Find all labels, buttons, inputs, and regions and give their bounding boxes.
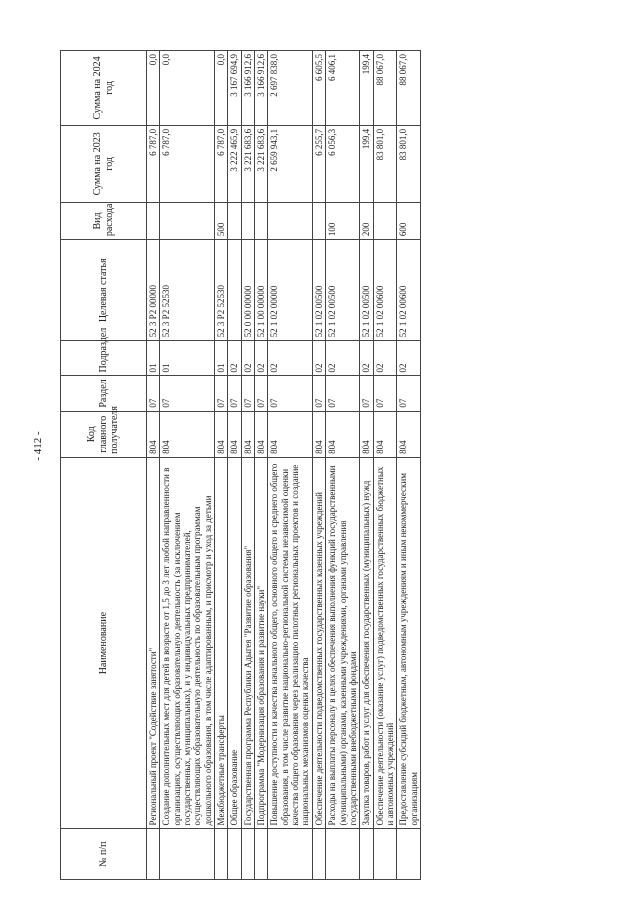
cell-no <box>312 829 325 880</box>
cell-code: 804 <box>326 411 360 457</box>
table-row <box>255 51 268 880</box>
cell-no <box>228 829 241 880</box>
cell-no <box>215 829 228 880</box>
cell-cs: 52 1 02 00500 <box>326 240 360 341</box>
header-razdel: Раздел <box>61 376 147 411</box>
table-body <box>147 51 421 880</box>
cell-s24: 6 605,5 <box>312 51 325 126</box>
cell-code: 804 <box>215 411 228 457</box>
cell-s24: 0,0 <box>215 51 228 126</box>
cell-name: Повышение доступности и качества начального общего, основного общего и среднего общего образования, в том числе развитие национально-региональной системы независимой оценки качества общего образования через реализацию пилотных региональных проектов и создание национальных механизмов оценки качества <box>268 457 312 829</box>
cell-pr: 02 <box>312 341 325 376</box>
table-row <box>397 51 421 880</box>
cell-cs: 52 3 P2 00000 <box>147 240 160 341</box>
header-no: № п/п <box>61 829 147 880</box>
cell-pr: 02 <box>268 341 312 376</box>
cell-code: 804 <box>228 411 241 457</box>
cell-no <box>241 829 254 880</box>
cell-s23: 3 222 465,9 <box>228 125 241 202</box>
cell-code: 804 <box>397 411 421 457</box>
cell-s23: 2 659 943,1 <box>268 125 312 202</box>
cell-name: Обеспечение деятельности подведомственных государственных казенных учреждений <box>312 457 325 829</box>
cell-s24: 3 166 912,6 <box>241 51 254 126</box>
cell-name: Закупка товаров, работ и услуг для обеспечения государственных (муниципальных) нужд <box>360 457 373 829</box>
cell-no <box>326 829 360 880</box>
cell-rz: 07 <box>268 376 312 411</box>
cell-no <box>255 829 268 880</box>
header-code: Код главного получателя <box>61 411 147 457</box>
table-row <box>160 51 215 880</box>
cell-s24: 199,4 <box>360 51 373 126</box>
header-sum-2024: Сумма на 2024 год <box>61 51 147 126</box>
header-podrazdel: Подраздел <box>61 341 147 376</box>
cell-vr <box>228 202 241 239</box>
rotated-table-container <box>60 50 640 880</box>
cell-cs: 52 3 P2 52530 <box>160 240 215 341</box>
header-row <box>61 51 147 880</box>
cell-vr: 200 <box>360 202 373 239</box>
table-row <box>215 51 228 880</box>
cell-cs: 52 0 00 00000 <box>241 240 254 341</box>
cell-s24: 88 067,0 <box>397 51 421 126</box>
cell-rz: 07 <box>160 376 215 411</box>
cell-vr <box>312 202 325 239</box>
cell-no <box>268 829 312 880</box>
cell-code: 804 <box>268 411 312 457</box>
cell-code: 804 <box>360 411 373 457</box>
cell-pr: 02 <box>241 341 254 376</box>
cell-pr: 01 <box>160 341 215 376</box>
cell-code: 804 <box>373 411 397 457</box>
cell-s23: 83 801,0 <box>373 125 397 202</box>
cell-pr: 02 <box>228 341 241 376</box>
cell-pr: 01 <box>147 341 160 376</box>
cell-rz: 07 <box>312 376 325 411</box>
cell-vr <box>241 202 254 239</box>
cell-name: Расходы на выплаты персоналу в целях обеспечения выполнения функций государственными (муниципальными) органами, казенными учреждениями, органами управления государственными внебюджетными фондами <box>326 457 360 829</box>
cell-pr: 02 <box>373 341 397 376</box>
cell-rz: 07 <box>241 376 254 411</box>
cell-rz: 07 <box>255 376 268 411</box>
cell-name: Государственная программа Республики Адыгея "Развитие образования" <box>241 457 254 829</box>
cell-pr: 02 <box>397 341 421 376</box>
cell-s23: 6 787,0 <box>215 125 228 202</box>
cell-code: 804 <box>255 411 268 457</box>
cell-cs: 52 1 02 00000 <box>268 240 312 341</box>
cell-vr: 500 <box>215 202 228 239</box>
cell-vr: 100 <box>326 202 360 239</box>
table-row <box>360 51 373 880</box>
cell-rz: 07 <box>360 376 373 411</box>
cell-no <box>373 829 397 880</box>
cell-pr: 02 <box>326 341 360 376</box>
cell-name: Региональный проект "Содействие занятости" <box>147 457 160 829</box>
header-name: Наименование <box>61 457 147 829</box>
cell-s23: 6 787,0 <box>160 125 215 202</box>
cell-cs <box>228 240 241 341</box>
cell-vr <box>255 202 268 239</box>
table-row <box>312 51 325 880</box>
cell-s23: 199,4 <box>360 125 373 202</box>
cell-name: Предоставление субсидий бюджетным, автономным учреждениям и иным некоммерческим организациям <box>397 457 421 829</box>
cell-s24: 88 067,0 <box>373 51 397 126</box>
cell-s24: 3 166 912,6 <box>255 51 268 126</box>
cell-s24: 2 697 838,0 <box>268 51 312 126</box>
header-sum-2023: Сумма на 2023 год <box>61 125 147 202</box>
cell-vr <box>268 202 312 239</box>
cell-cs: 52 3 P2 52530 <box>215 240 228 341</box>
cell-vr: 600 <box>397 202 421 239</box>
cell-cs: 52 1 02 00500 <box>312 240 325 341</box>
cell-no <box>160 829 215 880</box>
cell-cs: 52 1 00 00000 <box>255 240 268 341</box>
cell-s24: 3 167 694,9 <box>228 51 241 126</box>
table-row <box>147 51 160 880</box>
cell-code: 804 <box>312 411 325 457</box>
cell-rz: 07 <box>215 376 228 411</box>
table-row <box>268 51 312 880</box>
cell-s23: 6 056,3 <box>326 125 360 202</box>
cell-s24: 6 406,1 <box>326 51 360 126</box>
cell-code: 804 <box>147 411 160 457</box>
cell-vr <box>147 202 160 239</box>
cell-cs: 52 1 02 00600 <box>397 240 421 341</box>
cell-s23: 3 221 683,6 <box>255 125 268 202</box>
cell-code: 804 <box>160 411 215 457</box>
cell-no <box>397 829 421 880</box>
cell-name: Общее образование <box>228 457 241 829</box>
cell-name: Межбюджетные трансферты <box>215 457 228 829</box>
cell-name: Создание дополнительных мест для детей в возрасте от 1,5 до 3 лет любой направленности в организациях, осуществляющих образовательную деятельность (за исключением государственных, муниципальных), и у индивидуальных предпринимателей, осуществляющих образовательную деятельность по образовательным программам дошкольного образования, в том числе адаптированным, и присмотр и уход за детьми <box>160 457 215 829</box>
cell-name: Подпрограмма "Модернизация образования и развитие науки" <box>255 457 268 829</box>
cell-s23: 6 787,0 <box>147 125 160 202</box>
cell-rz: 07 <box>228 376 241 411</box>
cell-pr: 02 <box>360 341 373 376</box>
cell-no <box>147 829 160 880</box>
cell-s23: 3 221 683,6 <box>241 125 254 202</box>
page-number: - 412 - <box>32 431 44 461</box>
table-row <box>241 51 254 880</box>
cell-vr <box>373 202 397 239</box>
cell-pr: 01 <box>215 341 228 376</box>
table-row <box>326 51 360 880</box>
cell-cs: 52 1 02 00600 <box>373 240 397 341</box>
cell-name: Обеспечение деятельности (оказание услуг) подведомственных государственных бюджетных и автономных учреждений <box>373 457 397 829</box>
cell-s23: 6 255,7 <box>312 125 325 202</box>
cell-rz: 07 <box>147 376 160 411</box>
cell-cs: 52 1 02 00500 <box>360 240 373 341</box>
budget-table <box>60 50 421 880</box>
header-vid: Вид расхода <box>61 202 147 239</box>
header-target: Целевая статья <box>61 240 147 341</box>
cell-vr <box>160 202 215 239</box>
cell-s24: 0,0 <box>147 51 160 126</box>
cell-rz: 07 <box>373 376 397 411</box>
cell-rz: 07 <box>326 376 360 411</box>
cell-rz: 07 <box>397 376 421 411</box>
cell-pr: 02 <box>255 341 268 376</box>
cell-s23: 83 801,0 <box>397 125 421 202</box>
table-row <box>228 51 241 880</box>
table-row <box>373 51 397 880</box>
cell-code: 804 <box>241 411 254 457</box>
cell-no <box>360 829 373 880</box>
cell-s24: 0,0 <box>160 51 215 126</box>
